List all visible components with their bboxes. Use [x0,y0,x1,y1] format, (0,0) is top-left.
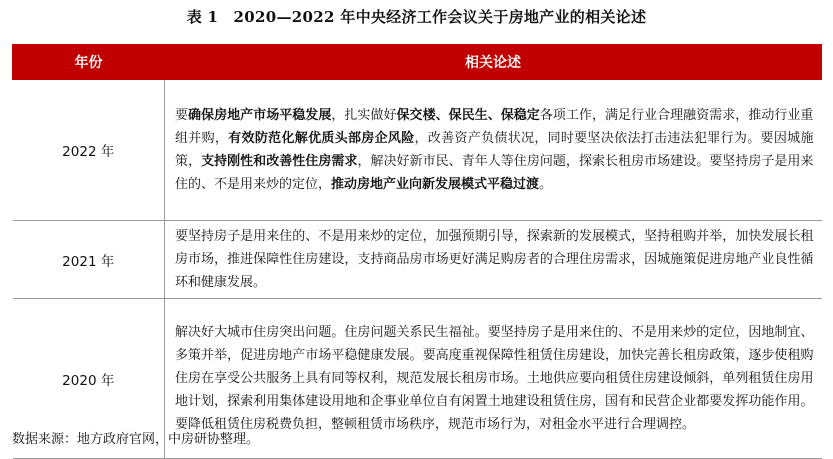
statement-cell [165,80,822,221]
statement-text: 各项工作，满足行业合理融资需求，推动行业重组并购， [175,108,814,146]
table-row [13,80,822,221]
table-header-row [13,45,822,80]
table-row [13,221,822,299]
emphasis-text: 确保房地产市场平稳发展 [188,108,332,123]
statement-text: ，解决好新市民、青年人等住房问题，探索长租房市场建设。要坚持房子是用来住的、不是用来炒的定位， [175,154,814,192]
statement-cell [165,221,822,299]
year-cell: 2022 年 [13,80,165,221]
emphasis-text: 推动房地产业向新发展模式平稳过渡 [331,177,540,192]
statement-text: ，改善资产负债状况，同时要坚决依法打击违法犯罪行为。要因城施策， [175,131,814,169]
statement-text: 要 [175,108,189,123]
policy-table [12,44,822,459]
emphasis-text: 有效防范化解优质头部房企风险 [228,131,415,146]
statement-text: 解决好大城市住房突出问题。住房问题关系民生福祉。要坚持房子是用来住的、不是用来炒的定位，因地制宜、多策并举，促进房地产市场平稳健康发展。要高度重视保障性租赁住房建设，加快完善长租房政策，逐步使租购住房在享受公共服务上具有同等权利，规范发展长租房市场。土地供应要向租赁住房建设倾斜，单列租赁住房用地计划，探索利用集体建设用地和企事业单位自有闲置土地建设租赁住房，国有和民营企业都要发挥功能作用。要降低租赁住房税费负担，整顿租赁市场秩序，规范市场行为，对租金水平进行合理调控。 [175,325,814,432]
header-statements: 相关论述 [165,45,822,80]
statement-text: 。 [539,177,553,192]
statement-cell [165,299,822,459]
table-title: 表 1 2020—2022 年中央经济工作会议关于房地产业的相关论述 [186,8,647,26]
statement-text: 要坚持房子是用来住的、不是用来炒的定位，加强预期引导，探索新的发展模式，坚持租购并举，加快发展长租房市场，推进保障性住房建设，支持商品房市场更好满足购房者的合理住房需求，因城施策促进房地产业良性循环和健康发展。 [175,229,814,290]
emphasis-text: 保交楼、保民生、保稳定 [396,108,540,123]
statement-text: ，扎实做好 [331,108,397,123]
year-cell: 2020 年 [13,299,165,459]
emphasis-text: 支持刚性和改善性住房需求 [201,154,358,169]
header-year: 年份 [13,45,165,80]
source-note: 数据来源：地方政府官网，中房研协整理。 [12,432,260,447]
year-cell: 2021 年 [13,221,165,299]
